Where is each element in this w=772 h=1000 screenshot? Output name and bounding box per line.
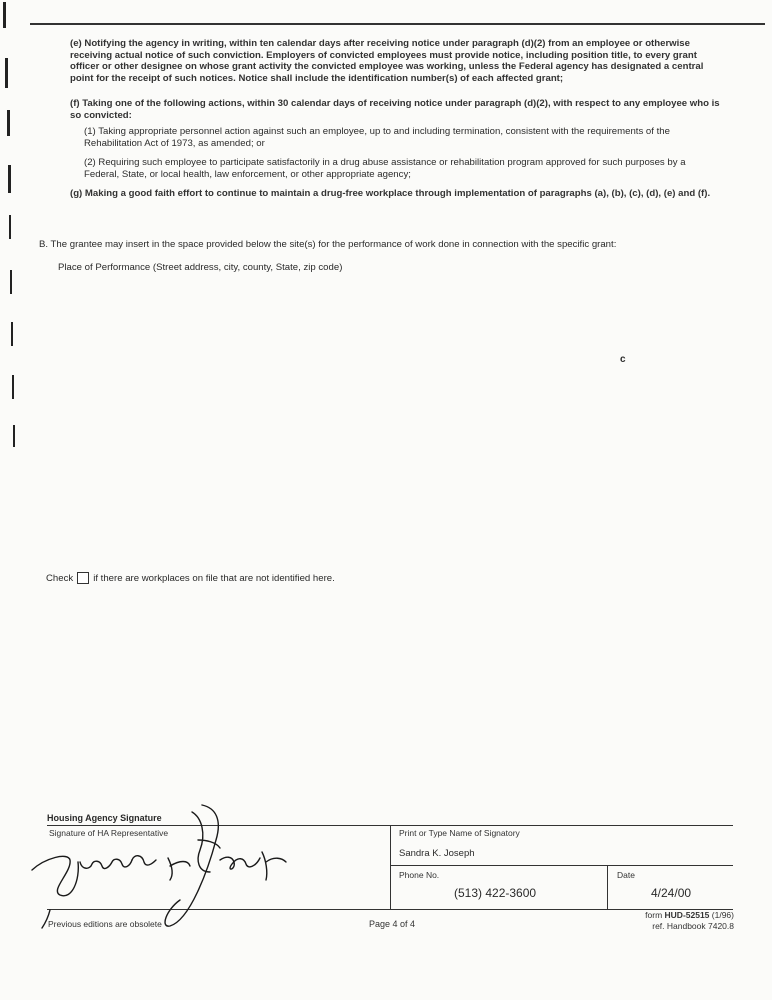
signature-heading: Housing Agency Signature xyxy=(47,813,162,823)
form-prefix: form xyxy=(645,910,665,920)
handwritten-signature xyxy=(20,800,300,930)
page-number: Page 4 of 4 xyxy=(369,919,416,929)
signature-divider xyxy=(390,825,391,909)
check-line xyxy=(46,572,335,584)
binder-mark xyxy=(11,322,13,346)
previous-editions-note: Previous editions are obsolete xyxy=(48,919,162,929)
binder-mark xyxy=(5,58,8,88)
form-id: HUD-52515 xyxy=(664,910,710,920)
top-rule xyxy=(30,23,765,25)
binder-mark xyxy=(9,215,11,239)
binder-mark xyxy=(13,425,15,447)
handbook-reference: ref. Handbook 7420.8 xyxy=(652,921,734,931)
print-name-label: Print or Type Name of Signatory xyxy=(399,828,520,838)
phone-rule xyxy=(390,865,733,866)
print-name-value: Sandra K. Joseph xyxy=(399,848,475,859)
paragraph-f1: (1) Taking appropriate personnel action against such an employee, up to and including termination, consistent with the requirements of the Rehabilitation Act of 1973, as amended; or xyxy=(84,126,670,149)
paragraph-e: (e) Notifying the agency in writing, within ten calendar days after receiving notice under paragraph (d)(2) from an employee or otherwise receiving actual notice of such conviction. Employers of convicted employees must provide notice, including position title, to every grant officer or other designee on whose grant activity the convicted employee was working, unless the Federal agency has designated a central point for the receipt of such notices. Notice shall include the identification number(s) of each affected grant; xyxy=(70,38,704,84)
binder-mark xyxy=(7,110,10,136)
place-of-performance-label: Place of Performance (Street address, city, county, State, zip code) xyxy=(58,262,343,273)
binder-mark xyxy=(12,375,14,399)
paragraph-g: (g) Making a good faith effort to continue to maintain a drug-free workplace through implementation of paragraphs (a), (b), (c), (d), (e) and (f). xyxy=(70,188,711,199)
binder-mark xyxy=(3,2,6,28)
binder-mark xyxy=(8,165,11,193)
check-description: if there are workplaces on file that are not identified here. xyxy=(93,572,335,584)
section-b-text: B. The grantee may insert in the space provided below the site(s) for the performance of work done in connection with the specific grant: xyxy=(39,239,617,250)
phone-value: (513) 422-3600 xyxy=(454,886,537,900)
unlisted-workplaces-checkbox[interactable] xyxy=(77,572,89,584)
date-divider xyxy=(607,865,608,909)
date-value: 4/24/00 xyxy=(651,886,692,900)
binder-mark xyxy=(10,270,12,294)
signature-label: Signature of HA Representative xyxy=(49,828,169,838)
stray-mark: c xyxy=(620,354,626,365)
form-number xyxy=(610,910,734,920)
date-label: Date xyxy=(617,870,635,880)
check-label: Check xyxy=(46,572,74,584)
phone-label: Phone No. xyxy=(399,870,440,880)
form-suffix: (1/96) xyxy=(709,910,734,920)
paragraph-f2: (2) Requiring such employee to participate satisfactorily in a drug abuse assistance or rehabilitation program approved for such purposes by a Federal, State, or local health, law enforcement, or other appropriate agency; xyxy=(84,157,686,180)
paragraph-f: (f) Taking one of the following actions, within 30 calendar days of receiving notice under paragraph (d)(2), with respect to any employee who is so convicted: xyxy=(70,98,720,121)
